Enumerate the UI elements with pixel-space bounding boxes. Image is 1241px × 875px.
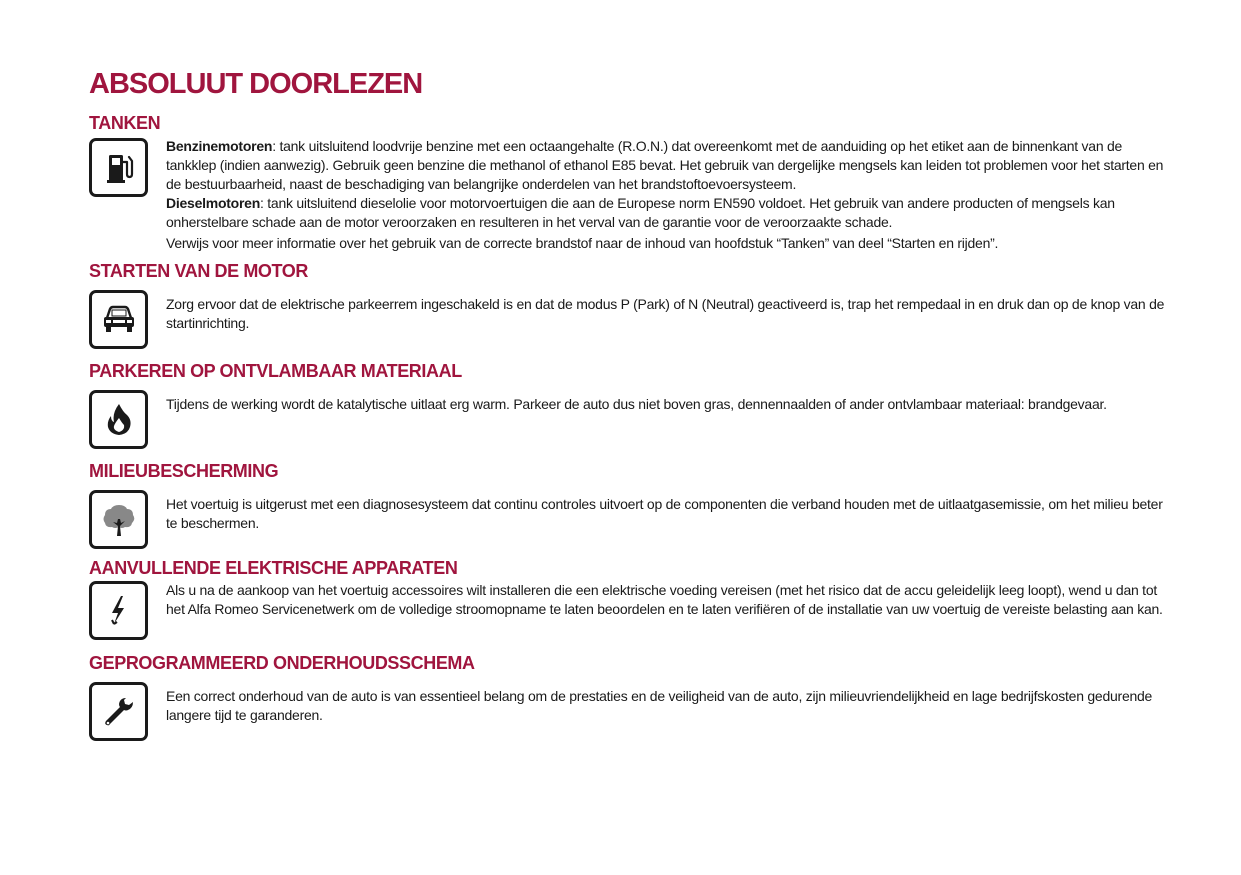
section-text: Een correct onderhoud van de auto is van essentieel belang om de prestaties en de veiligheid van de auto, zijn milieuvriendelijkheid en lage bedrijfskosten gedurende langere tijd te garanderen.: [166, 688, 1153, 723]
section-heading: STARTEN VAN DE MOTOR: [89, 261, 309, 281]
paragraph-diesel: Dieselmotoren: tank uitsluitend dieselolie voor motorvoertuigen die aan de Europese norm EN590 voldoet. Het gebruik van andere producten of mengsels kan onherstelbare schade aan de motor veroorzaken en resulteren in het verval van de garantie voor de veroorzaakte schade.: [166, 195, 1115, 230]
section-onderhoudsschema: [89, 653, 1174, 741]
section-heading: AANVULLENDE ELEKTRISCHE APPARATEN: [89, 558, 458, 578]
lightning-icon: [89, 581, 148, 640]
section-heading: PARKEREN OP ONTVLAMBAAR MATERIAAL: [89, 361, 462, 381]
flame-icon: [89, 390, 148, 449]
section-tanken: [89, 113, 1174, 253]
section-text: Tijdens de werking wordt de katalytische uitlaat erg warm. Parkeer de auto dus niet boven gras, dennennaalden of ander ontvlambaar materiaal: brandgevaar.: [166, 396, 1107, 412]
page-title: ABSOLUUT DOORLEZEN: [89, 68, 423, 100]
paragraph-reference: Verwijs voor meer informatie over het gebruik van de correcte brandstof naar de inhoud van hoofdstuk “Tanken” van deel “Starten en rijden”.: [166, 235, 999, 251]
manual-page: [89, 64, 1174, 741]
section-text: Als u na de aankoop van het voertuig accessoires wilt installeren die een elektrische voeding vereisen (met het risico dat de accu geleidelijk leeg loopt), wend u dan tot het Alfa Romeo Servicenetwerk om de volledige stroomopname te laten beoordelen en te laten verifiëren of de installatie van uw voertuig de vereiste belasting aan kan.: [166, 582, 1163, 617]
section-text: [166, 137, 1174, 253]
section-heading: TANKEN: [89, 113, 161, 133]
term-petrol: Benzinemotoren: [166, 138, 273, 154]
section-parkeren: [89, 361, 1174, 449]
fuel-pump-icon: [89, 138, 148, 197]
section-text: Zorg ervoor dat de elektrische parkeerrem ingeschakeld is en dat de modus P (Park) of N (Neutral) geactiveerd is, trap het rempedaal in en druk dan op de knop van de startinrichting.: [166, 296, 1165, 331]
section-starten: [89, 261, 1174, 349]
term-diesel: Dieselmotoren: [166, 195, 260, 211]
car-icon: [89, 290, 148, 349]
section-elektrische-apparaten: [89, 558, 1174, 640]
wrench-icon: [89, 682, 148, 741]
section-milieubescherming: [89, 461, 1174, 549]
section-heading: GEPROGRAMMEERD ONDERHOUDSSCHEMA: [89, 653, 475, 673]
tree-icon: [89, 490, 148, 549]
paragraph-petrol: Benzinemotoren: tank uitsluitend loodvrije benzine met een octaangehalte (R.O.N.) dat overeenkomt met de aanduiding op het etiket aan de binnenkant van de tankklep (indien aanwezig). Gebruik geen benzine die methanol of ethanol E85 bevat. Het gebruik van dergelijke mengsels kan leiden tot problemen voor het starten en de bestuurbaarheid, naast de beschadiging van belangrijke onderdelen van het brandstoftoevoersysteem.: [166, 138, 1164, 192]
section-text: Het voertuig is uitgerust met een diagnosesysteem dat continu controles uitvoert op de componenten die verband houden met de uitlaatgasemissie, om het milieu beter te beschermen.: [166, 496, 1163, 531]
section-heading: MILIEUBESCHERMING: [89, 461, 279, 481]
